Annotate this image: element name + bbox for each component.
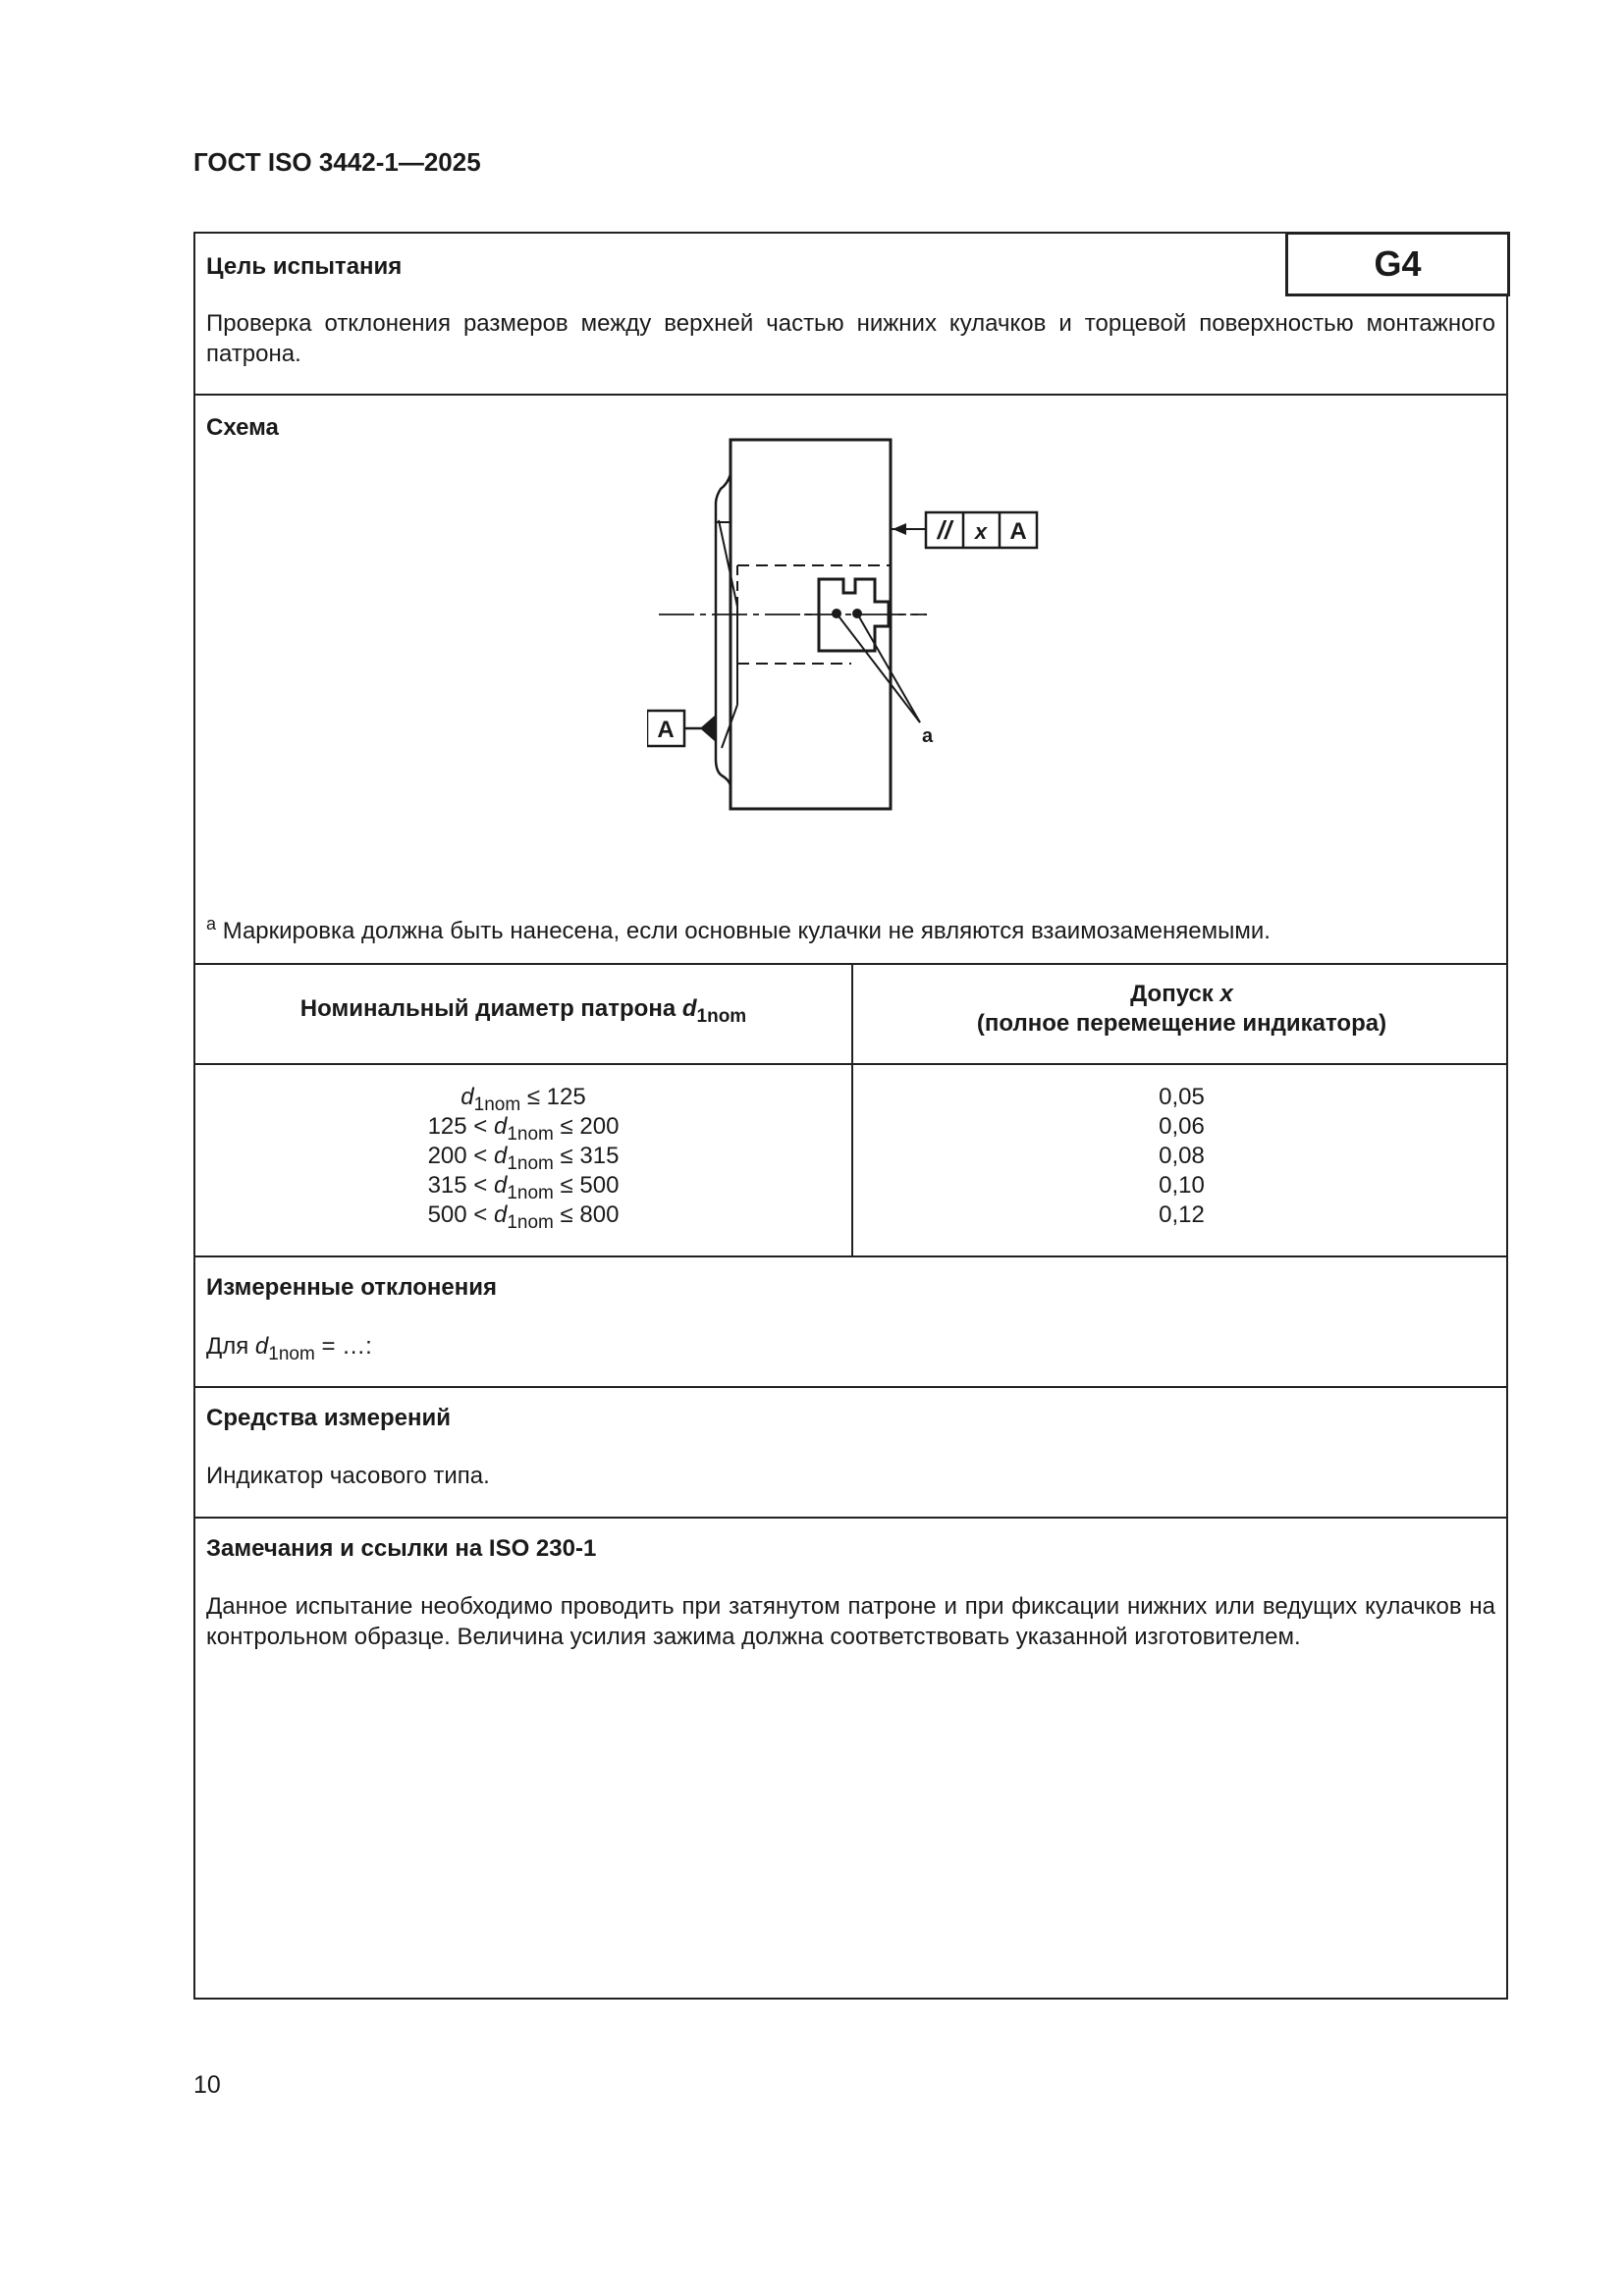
table-row-diameter: $125 < d_{1nom} \le 200$ — [427, 1113, 620, 1145]
datum-triangle — [700, 715, 716, 742]
footnote-marker: a — [206, 914, 217, 934]
scheme-footnote — [206, 909, 1495, 946]
instruments-text: Индикатор часового типа. — [206, 1463, 490, 1489]
table-tolerance-column — [853, 1083, 1510, 1230]
table-row-diameter: $500 < d_{1nom} \le 800$ — [427, 1201, 620, 1233]
table-row-tolerance: 0,10 — [1159, 1172, 1205, 1199]
parallelism-symbol: // — [937, 515, 952, 545]
footnote-text: Маркировка должна быть нанесена, если основные кулачки не являются взаимозаменяемыми. — [222, 918, 1271, 944]
tolerance-value: x — [974, 519, 988, 544]
datum-label: A — [657, 717, 675, 743]
table-header-tolerance: Допуск x (полное перемещение индикатора) — [976, 981, 1387, 1037]
table-row-tolerance: 0,06 — [1159, 1113, 1205, 1140]
instruments-heading: Средства измерений — [206, 1405, 452, 1431]
table-row-diameter: $315 < d_{1nom} \le 500$ — [427, 1172, 620, 1203]
datum-reference: A — [1009, 518, 1027, 545]
divider — [195, 1517, 1506, 1519]
leader-arrowhead — [893, 523, 906, 535]
test-id-badge: G4 — [1285, 232, 1510, 296]
remarks-text: Данное испытание необходимо проводить при затянутом патроне и при фиксации нижних или ведущих кулачков на контрольном образце. Величина усилия зажима должна соответствовать указанной изготовителем. — [206, 1593, 1495, 1650]
divider — [195, 1255, 1506, 1257]
tolerance-frame — [926, 512, 1037, 548]
document-title: ГОСТ ISO 3442-1—2025 — [193, 147, 481, 177]
objective-heading: Цель испытания — [206, 253, 403, 280]
marking-label: a — [922, 725, 934, 747]
table-header-divider — [195, 1063, 1506, 1065]
table-row-tolerance: 0,12 — [1159, 1201, 1205, 1228]
remarks-heading: Замечания и ссылки на ISO 230-1 — [206, 1535, 597, 1562]
table-header-nominal-diameter: Номинальный диаметр патрона $d_{1nom}$ — [299, 995, 747, 1027]
objective-text: Проверка отклонения размеров между верхней частью нижних кулачков и торцевой поверхностью монтажного патрона. — [206, 310, 1495, 367]
scheme-heading: Схема — [206, 414, 279, 441]
chuck-scheme-diagram — [647, 430, 1099, 862]
test-sheet-frame — [193, 232, 1508, 2000]
table-row-tolerance: 0,05 — [1159, 1084, 1205, 1110]
measured-heading: Измеренные отклонения — [206, 1274, 498, 1301]
divider — [195, 1386, 1506, 1388]
table-row-diameter: $d_{1nom} \le 125$ — [460, 1084, 586, 1115]
table-diameter-column — [195, 1083, 851, 1233]
page-number: 10 — [193, 2071, 221, 2099]
divider — [195, 394, 1506, 396]
table-row-diameter: $200 < d_{1nom} \le 315$ — [427, 1143, 620, 1174]
table-row-tolerance: 0,08 — [1159, 1143, 1205, 1169]
measured-text: Для $d_{1nom}$ = …: — [206, 1333, 372, 1364]
